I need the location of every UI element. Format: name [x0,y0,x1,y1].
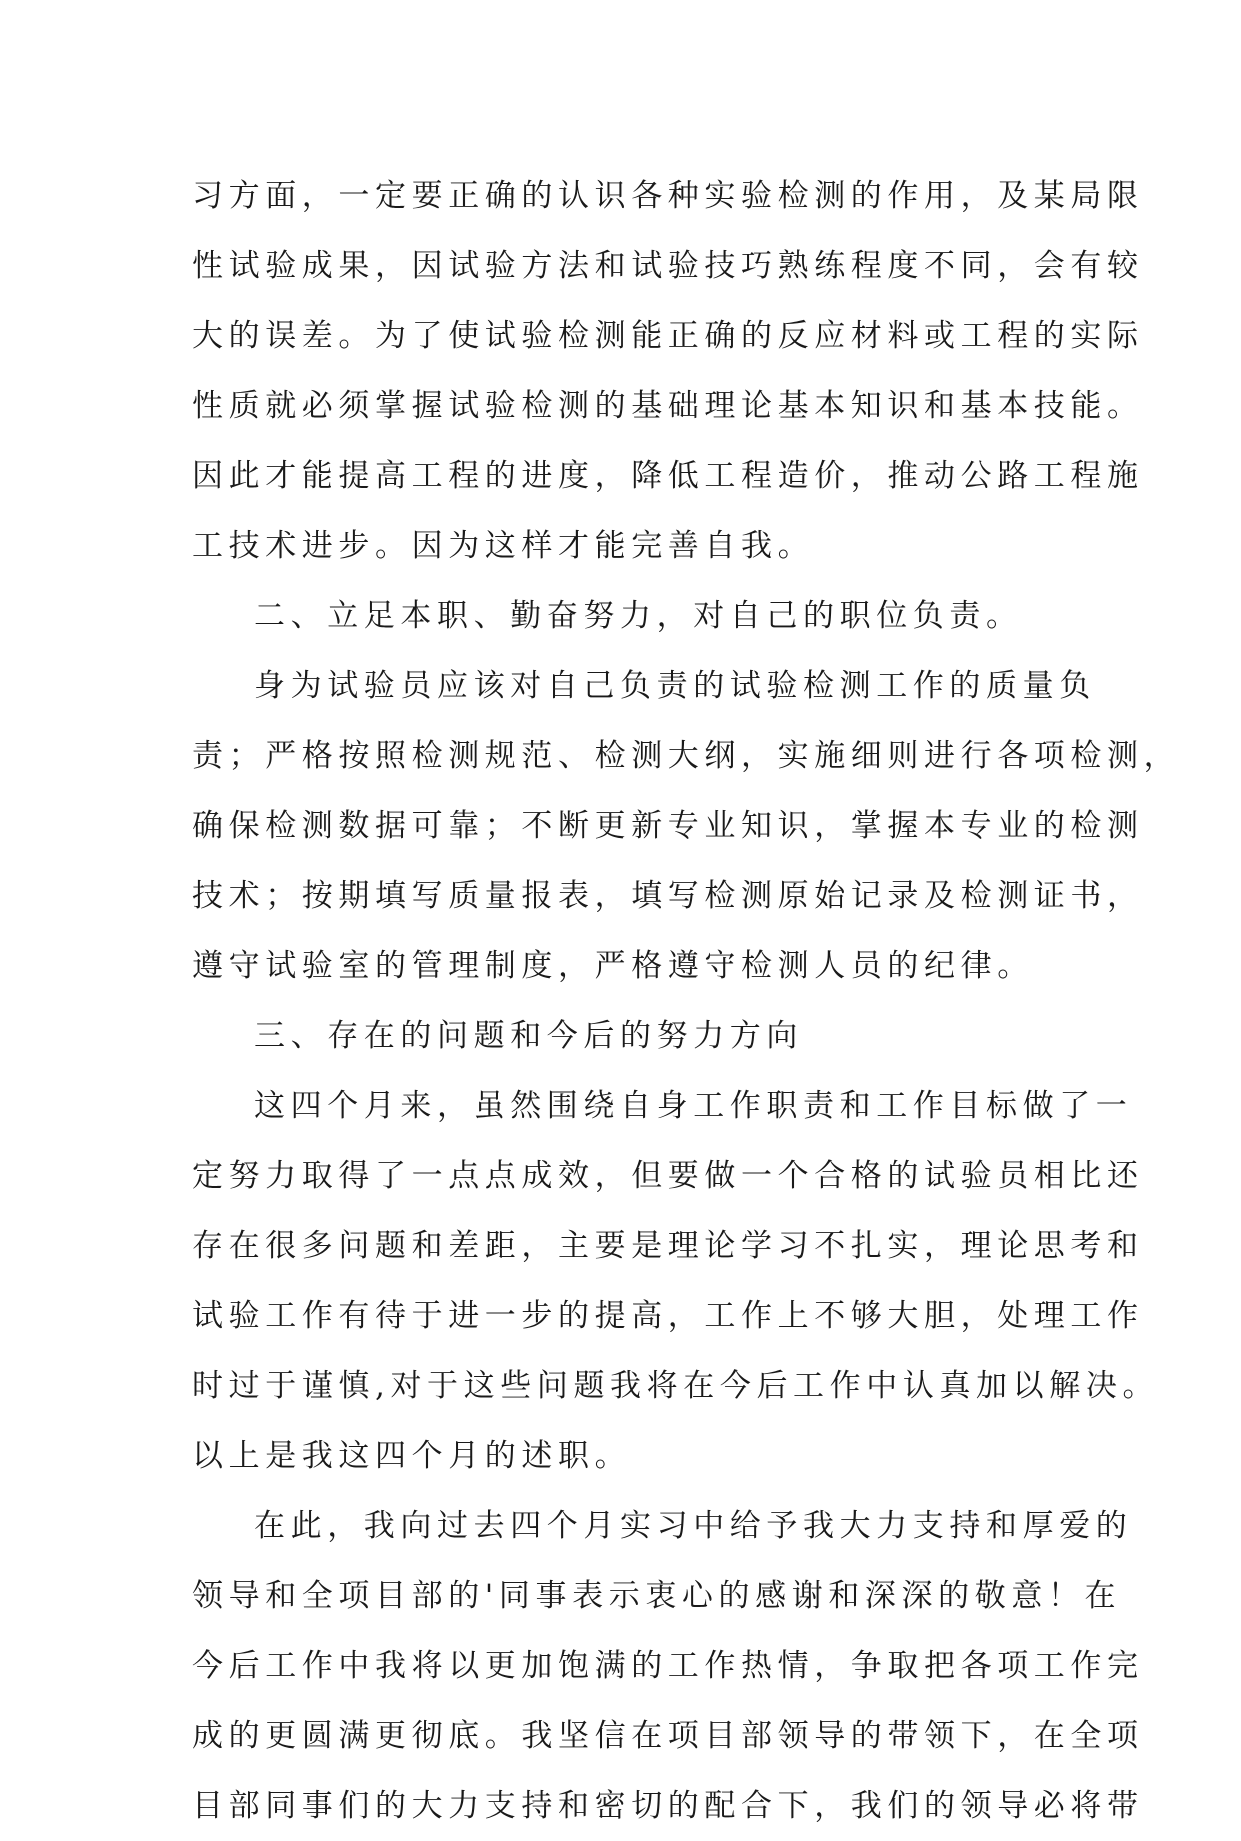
text-line: 习方面，一定要正确的认识各种实验检测的作用，及某局限 [192,178,1144,214]
text-line: 二、立足本职、勤奋努力，对自己的职位负责。 [254,598,1023,634]
text-line: 时过于谨慎,对于这些问题我将在今后工作中认真加以解决。 [192,1368,1160,1404]
text-line: 责；严格按照检测规范、检测大纲，实施细则进行各项检测， [192,738,1181,774]
text-line: 这四个月来，虽然围绕自身工作职责和工作目标做了一 [254,1088,1133,1124]
text-line: 性质就必须掌握试验检测的基础理论基本知识和基本技能。 [192,388,1144,424]
text-line: 以上是我这四个月的述职。 [192,1438,632,1474]
text-line: 今后工作中我将以更加饱满的工作热情，争取把各项工作完 [192,1648,1144,1684]
text-line: 领导和全项目部的'同事表示衷心的感谢和深深的敬意！在 [192,1578,1122,1614]
text-line: 因此才能提高工程的进度，降低工程造价，推动公路工程施 [192,458,1144,494]
text-line: 工技术进步。因为这样才能完善自我。 [192,528,815,564]
text-line: 目部同事们的大力支持和密切的配合下，我们的领导必将带 [192,1788,1144,1824]
text-line: 技术；按期填写质量报表，填写检测原始记录及检测证书， [192,878,1144,914]
text-line: 定努力取得了一点点成效，但要做一个合格的试验员相比还 [192,1158,1144,1194]
text-line: 遵守试验室的管理制度，严格遵守检测人员的纪律。 [192,948,1034,984]
text-line: 成的更圆满更彻底。我坚信在项目部领导的带领下，在全项 [192,1718,1144,1754]
text-line: 确保检测数据可靠；不断更新专业知识，掌握本专业的检测 [192,808,1144,844]
text-line: 性试验成果，因试验方法和试验技巧熟练程度不同，会有较 [192,248,1144,284]
text-line: 大的误差。为了使试验检测能正确的反应材料或工程的实际 [192,318,1144,354]
text-line: 试验工作有待于进一步的提高，工作上不够大胆，处理工作 [192,1298,1144,1334]
document-body [192,161,1181,1841]
text-line: 身为试验员应该对自己负责的试验检测工作的质量负 [254,668,1096,704]
text-line: 存在很多问题和差距，主要是理论学习不扎实，理论思考和 [192,1228,1144,1264]
text-line: 在此，我向过去四个月实习中给予我大力支持和厚爱的 [254,1508,1133,1544]
text-line: 三、存在的问题和今后的努力方向 [254,1018,803,1054]
